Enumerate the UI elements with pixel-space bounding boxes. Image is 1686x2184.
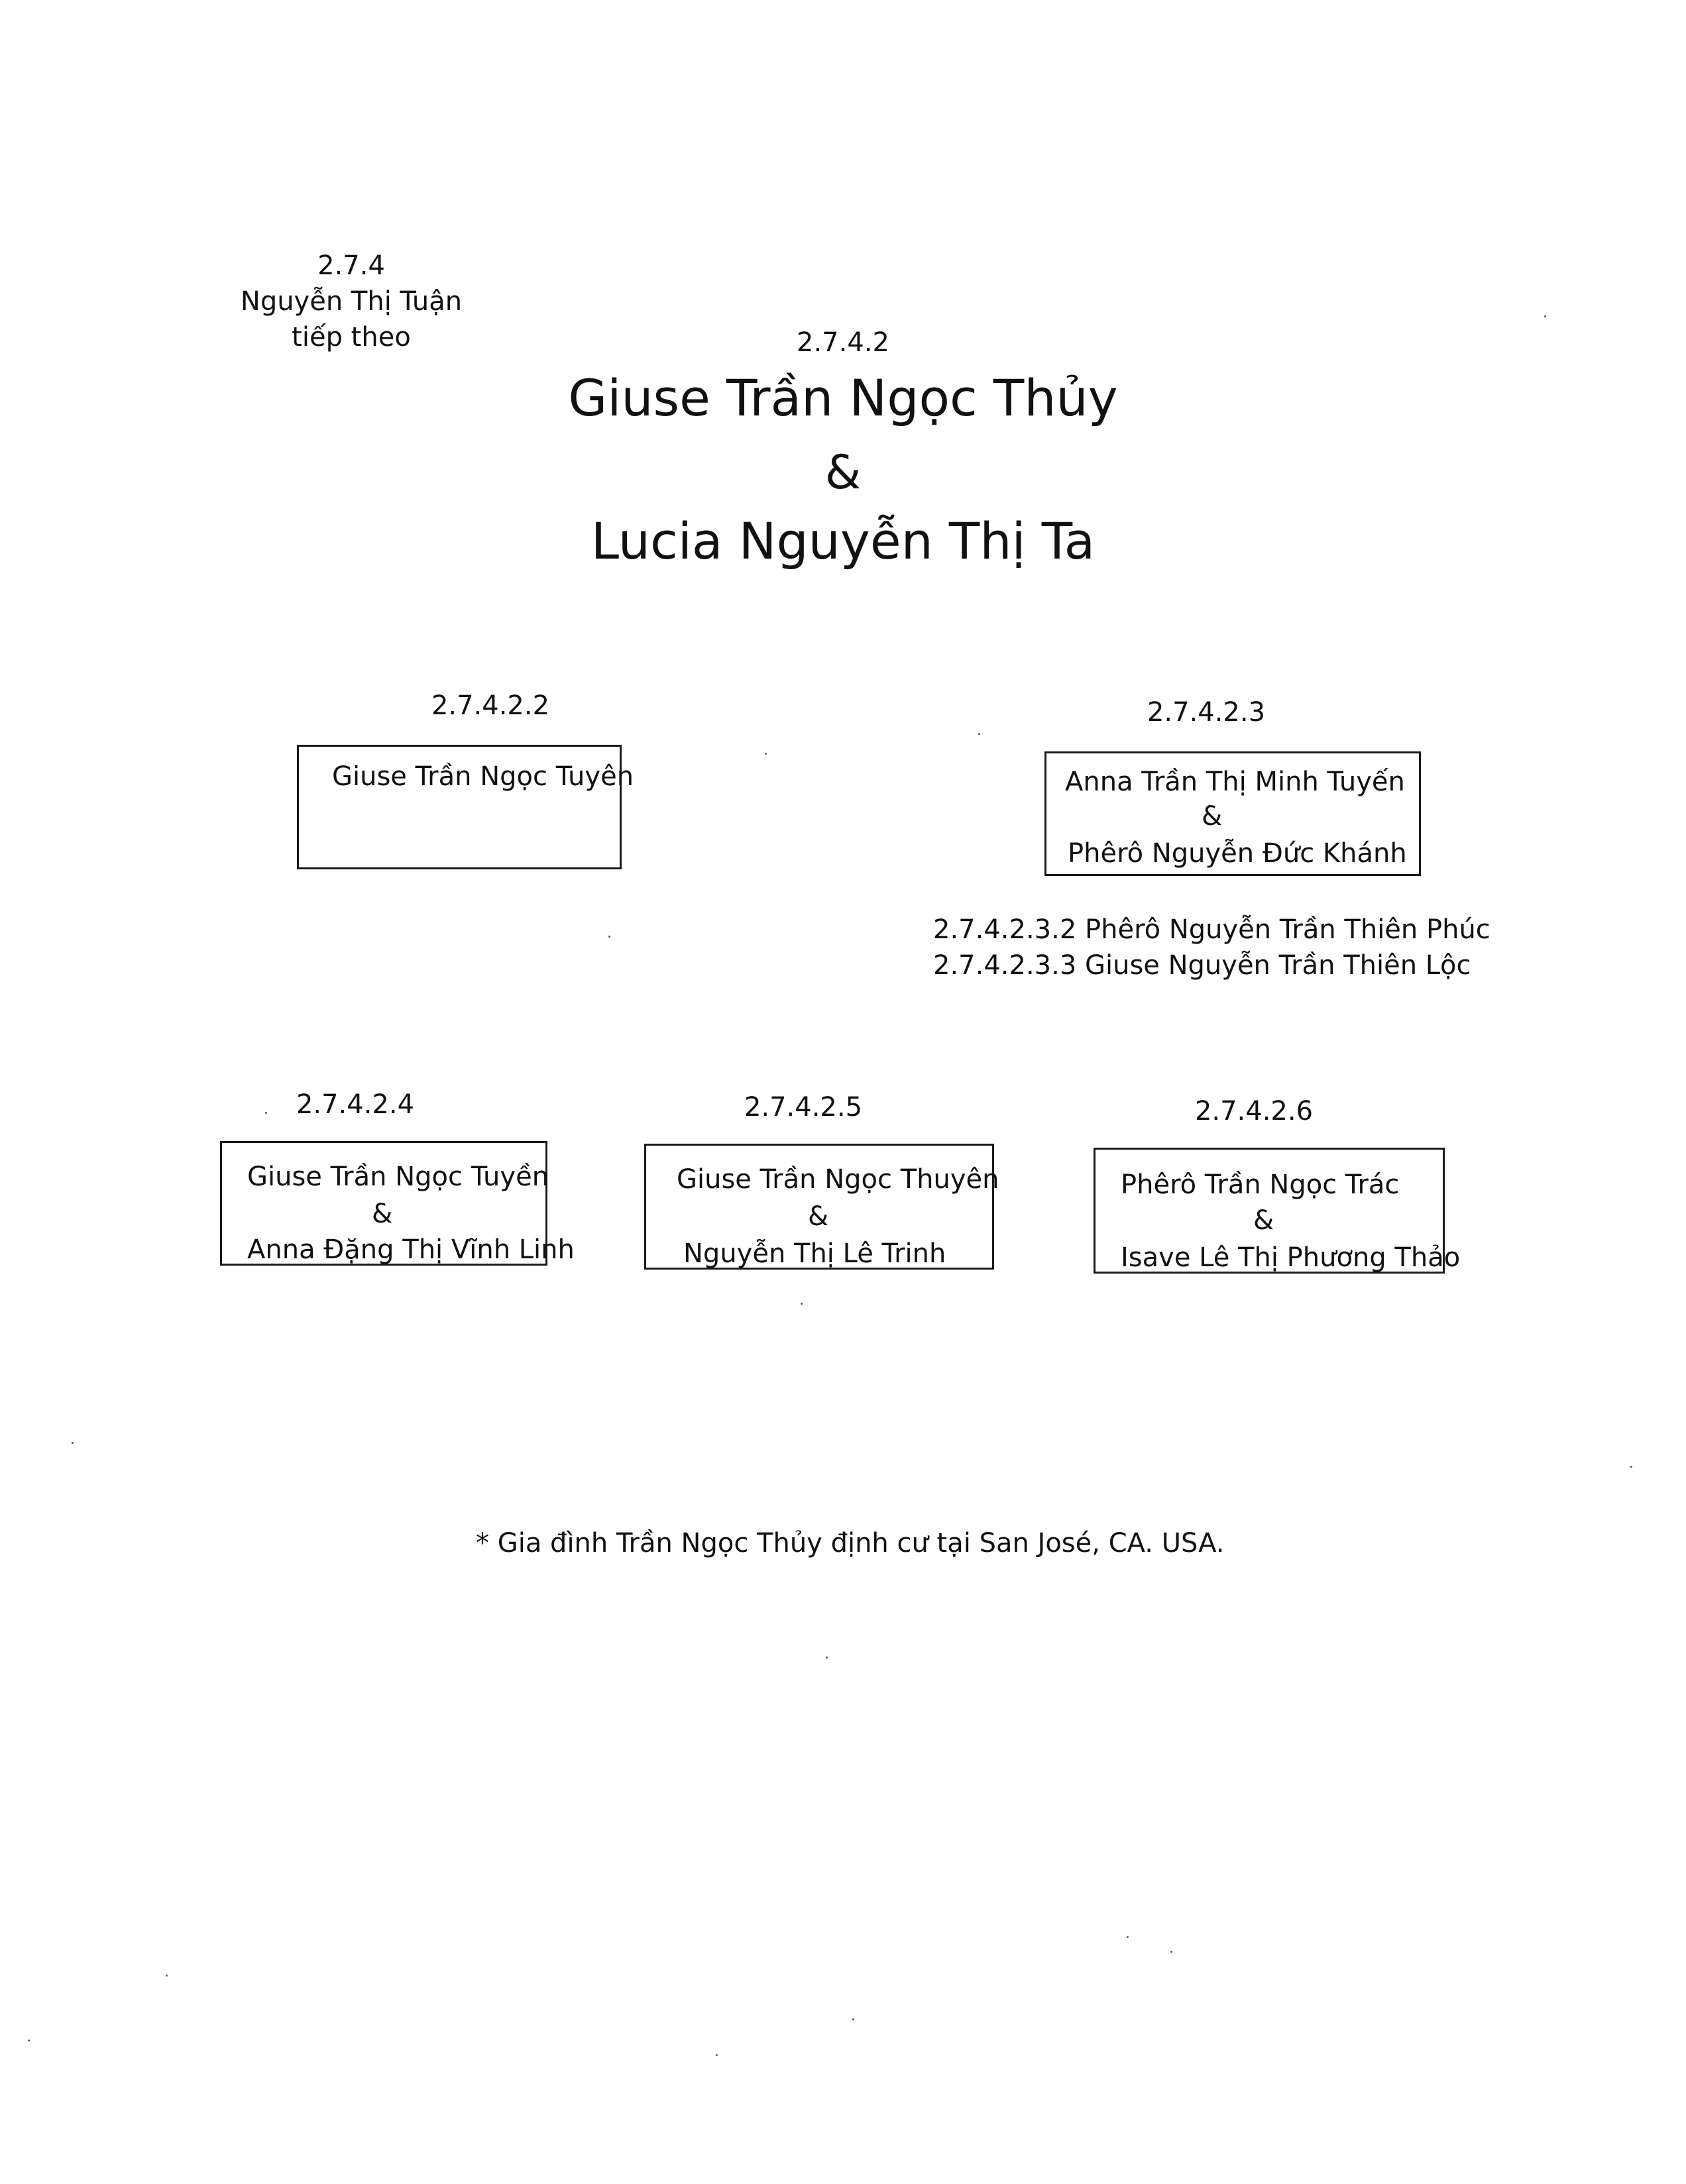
scan-speck bbox=[1544, 315, 1546, 317]
couple-ampersand: & bbox=[824, 445, 862, 500]
child-ref: 2.7.4.2.2 bbox=[431, 690, 550, 721]
scan-speck bbox=[1127, 1936, 1129, 1938]
husband-name: Giuse Trần Ngọc Thủy bbox=[568, 368, 1118, 427]
scan-speck bbox=[801, 1303, 803, 1305]
spouse-name: Phêrô Nguyễn Đức Khánh bbox=[1068, 838, 1407, 869]
child-name: Anna Trần Thị Minh Tuyến bbox=[1065, 767, 1405, 797]
scan-speck bbox=[852, 2018, 854, 2020]
scan-speck bbox=[166, 1975, 168, 1977]
scan-speck bbox=[608, 936, 610, 938]
spouse-name: Nguyễn Thị Lê Trinh bbox=[683, 1238, 946, 1269]
child-box bbox=[644, 1144, 999, 1270]
parent-name: Nguyễn Thị Tuận bbox=[240, 286, 463, 317]
child-box bbox=[297, 745, 634, 869]
child-ref: 2.7.4.2.3 bbox=[1147, 697, 1266, 728]
scan-speck bbox=[716, 2054, 718, 2056]
child-name: Giuse Trần Ngọc Thuyên bbox=[677, 1164, 999, 1195]
couple-ref: 2.7.4.2 bbox=[797, 327, 889, 358]
scan-speck bbox=[28, 2040, 30, 2042]
scan-speck bbox=[978, 733, 980, 735]
child-box bbox=[1094, 1148, 1461, 1274]
child-ampersand: & bbox=[1202, 801, 1223, 832]
scan-speck bbox=[826, 1657, 828, 1659]
child-box bbox=[1044, 751, 1421, 876]
spouse-name: Anna Đặng Thị Vĩnh Linh bbox=[247, 1234, 575, 1265]
child-ref: 2.7.4.2.4 bbox=[296, 1089, 415, 1120]
child-ampersand: & bbox=[372, 1199, 393, 1229]
scan-speck bbox=[1170, 1951, 1172, 1953]
scan-speck bbox=[72, 1442, 74, 1444]
scan-speck bbox=[765, 753, 767, 755]
grandchild-item: 2.7.4.2.3.2 Phêrô Nguyễn Trần Thiên Phúc bbox=[933, 914, 1490, 945]
spouse-name: Isave Lê Thị Phương Thảo bbox=[1121, 1242, 1461, 1273]
scan-speck bbox=[1630, 1466, 1632, 1468]
scan-speck bbox=[265, 1112, 267, 1114]
child-name: Giuse Trần Ngọc Tuyền bbox=[247, 1162, 549, 1192]
child-ref: 2.7.4.2.6 bbox=[1194, 1096, 1314, 1126]
continued-label: tiếp theo bbox=[292, 322, 411, 353]
child-box bbox=[220, 1141, 575, 1266]
child-ampersand: & bbox=[808, 1201, 829, 1232]
wife-name: Lucia Nguyễn Thị Ta bbox=[590, 512, 1096, 571]
child-ref: 2.7.4.2.5 bbox=[744, 1092, 863, 1122]
parent-ref: 2.7.4 bbox=[317, 250, 385, 281]
child-name: Giuse Trần Ngọc Tuyên bbox=[332, 761, 634, 792]
child-ampersand: & bbox=[1253, 1205, 1274, 1236]
grandchild-item: 2.7.4.2.3.3 Giuse Nguyễn Trần Thiên Lộc bbox=[933, 950, 1471, 981]
footnote: * Gia đình Trần Ngọc Thủy định cư tại San José, CA. USA. bbox=[476, 1528, 1225, 1558]
child-name: Phêrô Trần Ngọc Trác bbox=[1121, 1170, 1400, 1200]
